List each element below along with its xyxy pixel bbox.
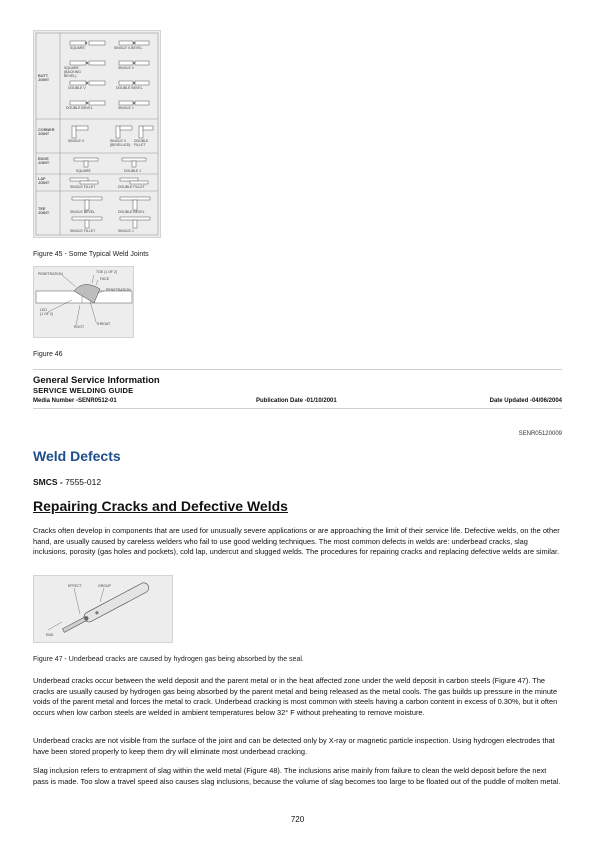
figure-45-caption: Figure 45 - Some Typical Weld Joints (33, 251, 149, 258)
butt-joint-label: BUTT JOINT (38, 74, 50, 82)
page-number: 720 (290, 815, 305, 824)
joint-caption: DOUBLE BEVEL (118, 210, 145, 214)
edge-joint-label: EDGE JOINT (38, 157, 50, 165)
lap-joint-label: LAP JOINT (38, 177, 50, 185)
joint-caption: SINGLE FILLET (70, 229, 96, 233)
smcs-value: 7555-012 (65, 477, 102, 487)
joint-caption: SINGLE FILLET (70, 185, 96, 189)
figure-47-caption: Figure 47 - Underbead cracks are caused by hydrogen gas being absorbed by the seal. (33, 656, 304, 663)
subsection-title: Repairing Cracks and Defective Welds (33, 498, 288, 514)
joint-caption: SINGLE BEVEL (70, 210, 96, 214)
header-title: General Service Information (33, 375, 160, 386)
date-updated: Date Updated -04/06/2004 (489, 398, 562, 404)
joint-caption: DOUBLE FILLET (134, 139, 149, 147)
toe-label: TOE (1 OF 2) (96, 270, 118, 274)
joint-caption: DOUBLE BEVEL (66, 106, 93, 110)
joint-caption: SQUARE (76, 169, 91, 173)
paragraph-underbead-detection: Underbead cracks are not visible from the surface of the joint and can be detected only by X-ray or magnetic particle inspection. Using hydrogen electrodes that have been stored properly to keep them dry will eliminate most underbead cracking. (33, 736, 555, 756)
penetration-right-label: PENETRATION (106, 288, 131, 292)
throat-label: THROAT (96, 322, 111, 326)
joint-caption: SQUARE (BACKING BEVEL) (64, 66, 81, 78)
intro-paragraph: Cracks often develop in components that are used for unusually severe applications or are approaching the limit of their service life. Defective welds, on the other hand, are usually caused by careless welders who fail to use good welding techniques. The most common defects in welds are: underbead cracks, slag inclusions, porosity (gas holes and pockets), cold lap, undercut and slugged welds. The procedures for repairing cracks and replacing defective welds are similar. (33, 526, 560, 557)
group-label: GROUP (98, 584, 111, 588)
corner-joint-label: CORNER JOINT (38, 128, 55, 136)
face-label: FACE (100, 277, 110, 281)
joint-caption: DOUBLE FILLET (118, 185, 145, 189)
joint-caption: SINGLE V (68, 139, 85, 143)
smcs-label: SMCS - (33, 477, 66, 487)
root-label: ROOT (74, 325, 85, 329)
document-id: SENR05120009 (518, 431, 562, 437)
joint-caption: DOUBLE V (68, 86, 86, 90)
paragraph-slag-inclusion: Slag inclusion refers to entrapment of slag within the weld metal (Figure 48). The inclusions arise mainly from failure to clean the weld deposit before the next pass is made. Too slow a travel speed also causes slag inclusions, because the volume of slag becomes too large to be floated out of the puddle of molten metal. (33, 766, 561, 786)
media-number: Media Number -SENR0512-01 (33, 398, 117, 404)
publication-date: Publication Date -01/10/2001 (256, 398, 337, 404)
effect-label: EFFECT (68, 584, 82, 588)
joint-caption: DOUBLE J (124, 169, 142, 173)
header-rule-bottom (33, 408, 562, 409)
end-label: END (46, 633, 54, 637)
tee-joint-label: TEE JOINT (38, 207, 50, 215)
section-title: Weld Defects (33, 448, 121, 464)
figure-46-caption: Figure 46 (33, 351, 63, 358)
joint-caption: DOUBLE BEVEL (116, 86, 143, 90)
joint-caption: SINGLE V (118, 66, 135, 70)
leg-label: LEG (1 OF 2) (40, 308, 54, 316)
penetration-label: PENETRATION (38, 272, 63, 276)
joint-caption: SINGLE V-BEVEL (114, 46, 143, 50)
header-rule-top (33, 369, 562, 370)
header-subtitle: SERVICE WELDING GUIDE (33, 386, 134, 395)
joint-caption: SINGLE V (BEVELLED) (110, 139, 131, 147)
paragraph-underbead-cracks: Underbead cracks occur between the weld deposit and the parent metal or in the heat affected zone under the weld deposit in carbon steels (Figure 47). The cracks are usually caused by hydrogen gas being absorbed by the parent metal and being released as the metal cools. The gas builds up pressure in the minute voids of the parent metal and forces the metal to crack. Underbead cracking is most common with steels having a carbon content in excess of 0.30%, but it often occurs when low carbon steels are welded in ambient temperatures below 32° F without preheating to remove moisture. (33, 676, 558, 717)
joint-caption: SINGLE J (118, 229, 134, 233)
joint-caption: SQUARE (70, 46, 85, 50)
smcs-line (33, 477, 101, 487)
joint-caption: SINGLE J (118, 106, 134, 110)
